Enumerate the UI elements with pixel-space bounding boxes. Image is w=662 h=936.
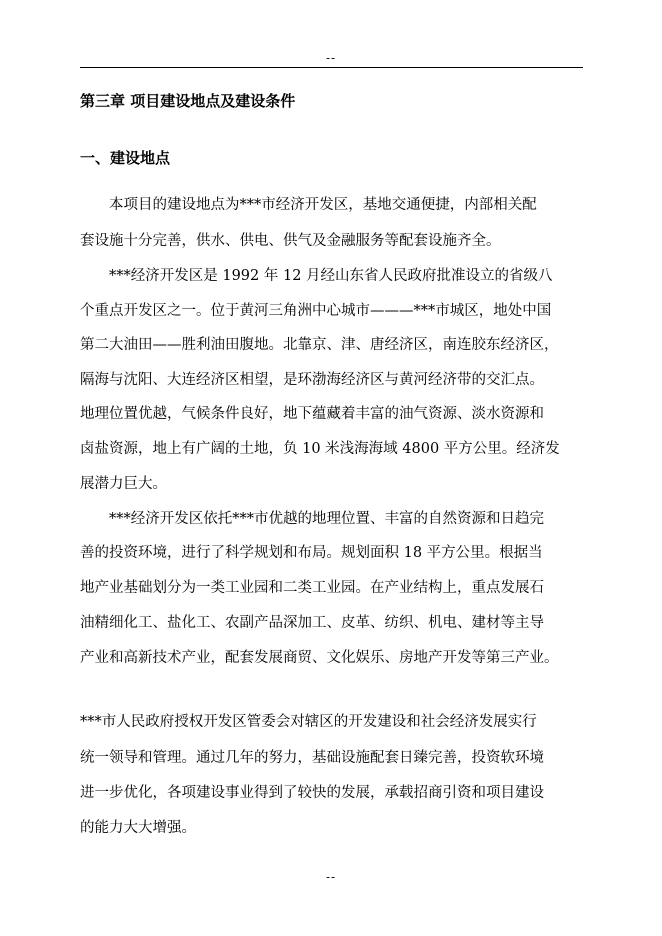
paragraph-line: ***市人民政府授权开发区管委会对辖区的开发建设和社会经济发展实行 xyxy=(80,714,537,730)
paragraph-line: 产业和高新技术产业，配套发展商贸、文化娱乐、房地产开发等第三产业。 xyxy=(80,650,559,666)
paragraph-line: 个重点开发区之一。位于黄河三角洲中心城市———***市城区，地处中国 xyxy=(80,303,552,319)
paragraph-line: 展潜力巨大。 xyxy=(80,476,167,492)
chapter-title: 第三章 项目建设地点及建设条件 xyxy=(80,92,296,110)
paragraph-line: 隔海与沈阳、大连经济区相望，是环渤海经济区与黄河经济带的交汇点。 xyxy=(80,372,544,388)
paragraph-line: 卤盐资源，地上有广阔的土地，负 10 米浅海海域 4800 平方公里。经济发 xyxy=(80,441,560,457)
paragraph-line: 地产业基础划分为一类工业园和二类工业园。在产业结构上，重点发展石 xyxy=(80,580,544,596)
paragraph-line: 统一领导和管理。通过几年的努力，基础设施配套日臻完善，投资软环境 xyxy=(80,750,544,766)
paragraph-line: 的能力大大增强。 xyxy=(80,820,196,836)
paragraph-line: ***经济开发区依托***市优越的地理位置、丰富的自然资源和日趋完 xyxy=(109,511,544,527)
header-divider xyxy=(80,67,583,68)
paragraph-line: 进一步优化，各项建设事业得到了较快的发展，承载招商引资和项目建设 xyxy=(80,785,544,801)
paragraph-line: 本项目的建设地点为***市经济开发区，基地交通便捷，内部相关配 xyxy=(109,197,537,213)
paragraph-line: 套设施十分完善，供水、供电、供气及金融服务等配套设施齐全。 xyxy=(80,233,501,249)
page-footer-mark: -- xyxy=(325,870,337,884)
section-title: 一、建设地点 xyxy=(80,149,171,167)
paragraph-line: 第二大油田——胜利油田腹地。北靠京、津、唐经济区，南连胶东经济区， xyxy=(80,337,559,353)
paragraph-line: 地理位置优越，气候条件良好，地下蕴藏着丰富的油气资源、淡水资源和 xyxy=(80,406,544,422)
paragraph-line: ***经济开发区是 1992 年 12 月经山东省人民政府批准设立的省级八 xyxy=(109,268,553,284)
page-header-mark: -- xyxy=(325,51,337,65)
paragraph-line: 油精细化工、盐化工、农副产品深加工、皮革、纺织、机电、建材等主导 xyxy=(80,615,544,631)
paragraph-line: 善的投资环境，进行了科学规划和布局。规划面积 18 平方公里。根据当 xyxy=(80,545,543,561)
